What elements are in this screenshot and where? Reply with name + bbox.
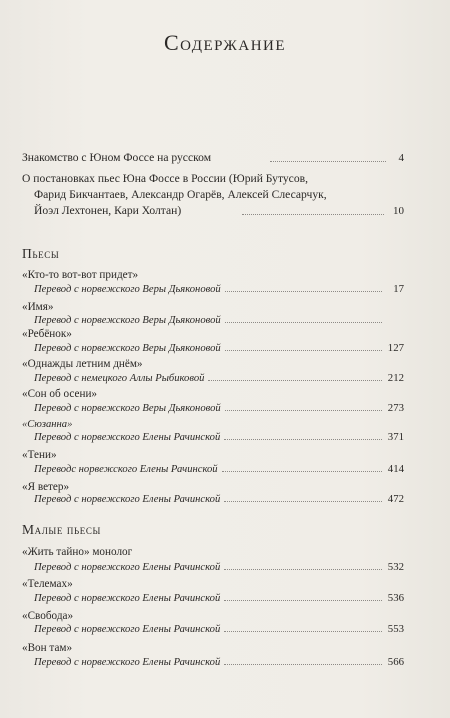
translation-line: [34, 372, 404, 384]
toc-page-number: 536: [387, 592, 404, 604]
dot-leader: [222, 471, 382, 472]
translator-credit: Перевод с норвежского Веры Дьяконовой: [34, 284, 221, 295]
dot-leader: [224, 664, 382, 665]
play-title: «Жить тайно» монолог: [22, 546, 133, 558]
play-title: «Сюзанна»: [22, 419, 73, 430]
toc-page-number: 212: [387, 372, 404, 384]
dot-leader: [225, 322, 382, 323]
toc-page-number: 17: [393, 283, 404, 295]
translation-line: [34, 283, 404, 295]
translation-line: [34, 431, 404, 443]
play-title: «Однажды летним днём»: [22, 358, 143, 370]
translator-credit: Перевод с норвежского Веры Дьяконовой: [34, 315, 221, 326]
play-title: «Телемах»: [22, 578, 73, 590]
toc-page-number: 273: [387, 402, 404, 414]
section-heading: Пьесы: [22, 246, 60, 261]
page-title: Содержание: [163, 30, 287, 55]
translator-credit: Перевод с норвежского Елены Рачинской: [34, 657, 221, 668]
toc-entry-text: Знакомство с Юном Фоссе на русском: [22, 151, 212, 164]
toc-page-number: 10: [393, 205, 404, 217]
dot-leader: [224, 569, 382, 570]
translator-credit: Перевод с норвежского Елены Рачинской: [34, 593, 221, 604]
translator-credit: Перевод с норвежского Веры Дьяконовой: [34, 343, 221, 354]
toc-page-number: 127: [387, 342, 404, 354]
translation-line: [34, 493, 404, 505]
dot-leader: [270, 161, 386, 162]
translation-line: [34, 315, 404, 326]
translator-credit: Перевод с норвежского Елены Рачинской: [34, 562, 221, 573]
dot-leader: [242, 214, 384, 215]
section-heading: Малые пьесы: [22, 522, 101, 537]
translation-line: [34, 656, 404, 668]
play-title: «Тени»: [22, 449, 57, 461]
play-title: «Сон об осени»: [22, 388, 98, 400]
play-title: «Имя»: [22, 301, 54, 313]
translation-line: [34, 342, 404, 354]
translator-credit: Перевод с норвежского Елены Рачинской: [34, 624, 221, 635]
dot-leader: [224, 439, 382, 440]
translation-line: [34, 463, 404, 475]
translator-credit: Перевод с немецкого Аллы Рыбиковой: [34, 373, 205, 384]
toc-page-number: 566: [387, 656, 404, 668]
play-title: «Вон там»: [22, 642, 73, 654]
toc-entry-productions: [22, 171, 404, 219]
translator-credit: Перевод с норвежского Елены Рачинской: [34, 432, 221, 443]
toc-page-number: 4: [398, 152, 404, 164]
translation-line: [34, 402, 404, 414]
toc-entry-line: О постановках пьес Юна Фоссе в России (Юрий Бутусов,: [22, 172, 308, 185]
translator-credit: Перевод с норвежского Елены Рачинской: [34, 494, 221, 505]
play-title: «Свобода»: [22, 610, 74, 622]
play-title: «Я ветер»: [22, 481, 70, 493]
dot-leader: [224, 501, 382, 502]
toc-entry-line: Фарид Бикчантаев, Александр Огарёв, Алексей Слесарчук,: [34, 188, 327, 201]
dot-leader: [224, 600, 382, 601]
translation-line: [34, 623, 404, 635]
toc-entry-line: Йоэл Лехтонен, Кари Холтан): [34, 204, 182, 217]
translator-credit: Перевод с норвежского Веры Дьяконовой: [34, 403, 221, 414]
toc-page-number: 553: [387, 623, 404, 635]
translation-line: [34, 592, 404, 604]
dot-leader: [224, 631, 382, 632]
translator-credit: Переводс норвежского Елены Рачинской: [34, 464, 218, 475]
dot-leader: [225, 410, 382, 411]
translation-line: [34, 561, 404, 573]
toc-page-number: 371: [387, 431, 404, 443]
dot-leader: [225, 350, 382, 351]
toc-page-number: 532: [387, 561, 404, 573]
dot-leader: [208, 380, 382, 381]
dot-leader: [225, 291, 382, 292]
toc-page-number: 472: [387, 493, 404, 505]
play-title: «Кто-то вот-вот придет»: [22, 269, 139, 281]
toc-entry-intro: [22, 150, 404, 166]
toc-page-number: 414: [387, 463, 404, 475]
play-title: «Ребёнок»: [22, 328, 72, 340]
